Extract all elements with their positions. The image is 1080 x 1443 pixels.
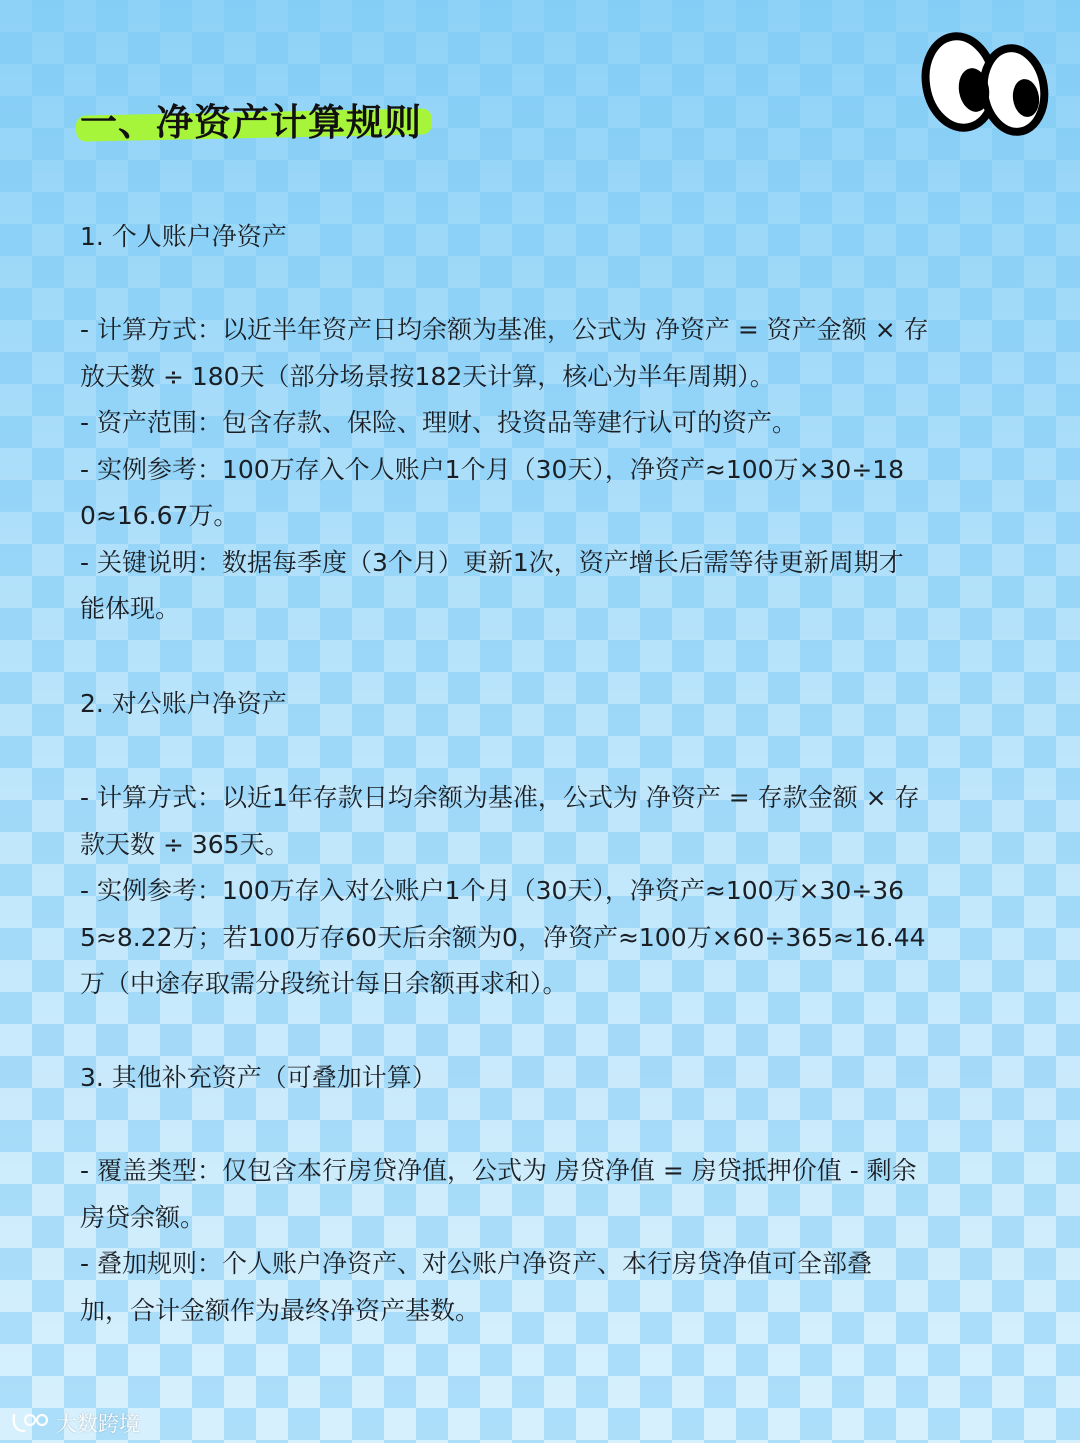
body-line: 5≈8.22万；若100万存60天后余额为0，净资产≈100万×60÷365≈16.44 xyxy=(80,922,926,952)
body-line: 放天数 ÷ 180天（部分场景按182天计算，核心为半年周期）。 xyxy=(80,361,775,391)
body-line: 能体现。 xyxy=(80,594,181,623)
body-line: 房贷余额。 xyxy=(80,1202,206,1232)
watermark-text: 大数跨境 xyxy=(56,1412,140,1436)
body-line: - 覆盖类型：仅包含本行房贷净值，公式为 房贷净值 = 房贷抵押价值 - 剩余 xyxy=(80,1156,917,1185)
watermark xyxy=(10,1408,140,1438)
page-title-wrap xyxy=(80,92,422,146)
body-line: 款天数 ÷ 365天。 xyxy=(80,829,290,859)
body-line: 加，合计金额作为最终净资产基数。 xyxy=(80,1295,481,1325)
body-line: - 实例参考：100万存入个人账户1个月（30天），净资产≈100万×30÷18 xyxy=(80,454,905,484)
section-heading: 3. 其他补充资产（可叠加计算） xyxy=(80,1063,437,1092)
section-2-heading-block xyxy=(80,681,1010,728)
body-line: 0≈16.67万。 xyxy=(80,501,239,530)
section-2-body xyxy=(80,775,1010,1008)
section-heading: 2. 对公账户净资产 xyxy=(80,689,287,718)
section-heading: 1. 个人账户净资产 xyxy=(80,222,287,251)
body-line: 万（中途存取需分段统计每日余额再求和）。 xyxy=(80,969,568,998)
section-3-heading-block xyxy=(80,1055,1010,1102)
body-line: - 资产范围：包含存款、保险、理财、投资品等建行认可的资产。 xyxy=(80,408,797,437)
body-line: - 实例参考：100万存入对公账户1个月（30天），净资产≈100万×30÷36 xyxy=(80,876,905,905)
body-line: - 叠加规则：个人账户净资产、对公账户净资产、本行房贷净值可全部叠 xyxy=(80,1249,872,1278)
section-1-body xyxy=(80,307,1010,633)
body-line: - 计算方式：以近半年资产日均余额为基准，公式为 净资产 = 资产金额 × 存 xyxy=(80,315,929,344)
section-3-body xyxy=(80,1148,1010,1334)
body-line: - 关键说明：数据每季度（3个月）更新1次，资产增长后需等待更新周期才 xyxy=(80,547,904,577)
body-line: - 计算方式：以近1年存款日均余额为基准，公式为 净资产 = 存款金额 × 存 xyxy=(80,783,920,812)
page-title: 一、净资产计算规则 xyxy=(80,101,422,144)
section-1-heading-block xyxy=(80,214,1010,261)
brand-logo-icon xyxy=(10,1411,50,1435)
cartoon-eyes-icon xyxy=(920,26,1052,142)
